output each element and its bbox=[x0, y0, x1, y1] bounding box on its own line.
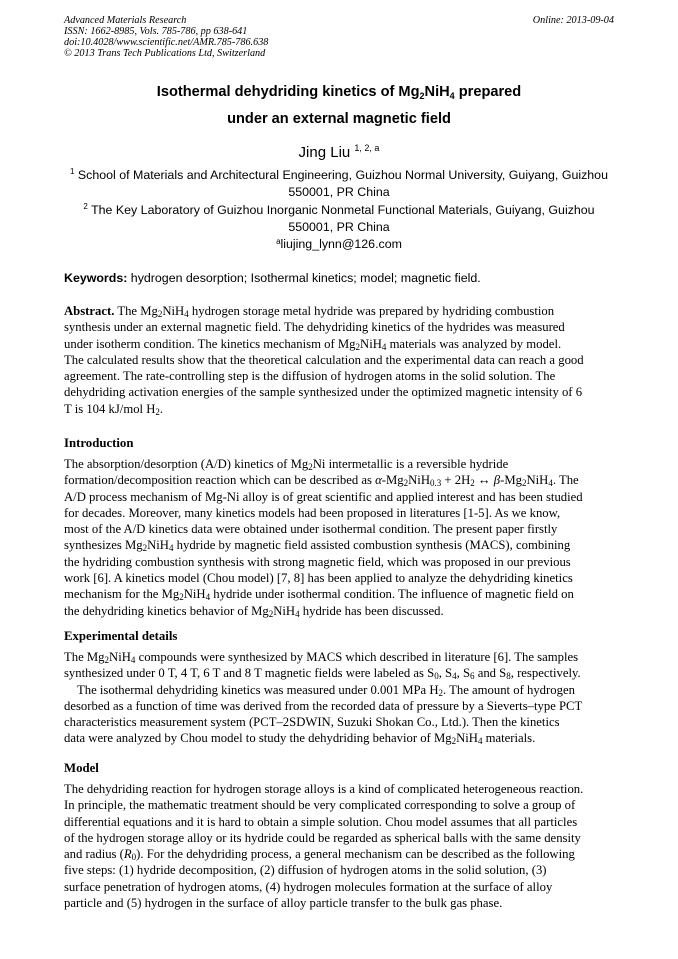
text: The Mg bbox=[64, 650, 105, 664]
subscript: 2 bbox=[179, 592, 184, 603]
subscript: 8 bbox=[506, 671, 511, 682]
paper-title bbox=[64, 81, 614, 131]
subscript: 4 bbox=[381, 341, 387, 352]
email-address: liujing_lynn@126.com bbox=[280, 237, 402, 251]
experimental-body bbox=[64, 649, 614, 747]
introduction-body bbox=[64, 456, 614, 619]
text: five steps: (1) hydride decomposition, (2) diffusion of hydrogen atoms in the solid solution, (3) bbox=[64, 863, 547, 878]
text: . The bbox=[552, 473, 579, 488]
text: synthesized under 0 T, 4 T, 6 T and 8 T magnetic fields were labeled as S bbox=[64, 666, 435, 681]
text: work [6]. A kinetics model (Chou model) [7, 8] has been applied to analyze the dehydriding kinetics bbox=[64, 571, 573, 586]
model-heading: Model bbox=[64, 761, 99, 775]
text: hydride under isothermal condition. The influence of magnetic field on bbox=[210, 587, 574, 602]
author-line bbox=[64, 138, 614, 163]
text: NiH bbox=[456, 731, 478, 746]
text: The absorption/desorption (A/D) kinetics of Mg bbox=[64, 457, 309, 471]
text: mechanism for the Mg bbox=[64, 587, 180, 602]
subscript: 0.3 bbox=[429, 478, 442, 489]
text: agreement. The rate-controlling step is the diffusion of hydrogen atoms in the solid solution. The bbox=[64, 369, 556, 384]
text: NiH bbox=[162, 304, 185, 318]
text: compounds were synthesized by MACS which described in literature [6]. The samples bbox=[135, 650, 579, 664]
journal-name: Advanced Materials Research bbox=[64, 15, 187, 26]
text: materials was analyzed by model. bbox=[386, 336, 562, 351]
text: differential equations and it is hard to obtain a simple solution. Chou model assumes that all particles bbox=[64, 814, 578, 829]
subscript: 2 bbox=[451, 736, 457, 747]
text: data were analyzed by Chou model to study the dehydriding behavior of Mg bbox=[64, 731, 452, 746]
issn-line: ISSN: 1662-8985, Vols. 785-786, pp 638-641 bbox=[64, 26, 248, 37]
affil-text: School of Materials and Architectural Engineering, Guizhou Normal University, Guiyang, Guizhou bbox=[74, 168, 608, 182]
text: , S bbox=[456, 666, 471, 681]
author-name: Jing Liu bbox=[298, 144, 351, 161]
subscript: 2 bbox=[155, 406, 160, 417]
text: materials. bbox=[482, 731, 536, 746]
text: The Mg bbox=[114, 304, 158, 318]
keywords-text: hydrogen desorption; Isothermal kinetics; model; magnetic field. bbox=[127, 271, 481, 285]
subscript: 4 bbox=[295, 608, 300, 619]
subscript: 2 bbox=[157, 309, 163, 319]
affiliation-1 bbox=[64, 163, 614, 201]
text: for decades. Moreover, many kinetics models had been proposed in literatures [1-5]. As we know, bbox=[64, 505, 561, 520]
author-affil-marks: 1, 2, a bbox=[354, 143, 380, 153]
model-body bbox=[64, 781, 614, 911]
text: A/D process mechanism of Mg-Ni alloy is of great scientific and applied interest and has been studied bbox=[64, 489, 583, 504]
affil-mark: 1 bbox=[70, 167, 75, 176]
abstract-label: Abstract. bbox=[64, 304, 115, 318]
title-subscript: 4 bbox=[449, 91, 455, 101]
subscript: 4 bbox=[452, 671, 457, 682]
text: In principle, the mathematic treatment should be very complicated corresponding to solve a group of bbox=[64, 798, 576, 813]
text: NiH bbox=[273, 603, 296, 618]
subscript: 4 bbox=[477, 736, 483, 747]
email-mark: a bbox=[276, 237, 281, 246]
text: The dehydriding reaction for hydrogen storage alloys is a kind of complicated heterogeneous reaction. bbox=[64, 782, 584, 796]
text: particle and (5) hydrogen in the surface of alloy particle transfer to the bulk gas phase. bbox=[64, 896, 503, 911]
text: synthesis under an external magnetic field. The dehydriding kinetics of the hydrides was measured bbox=[64, 320, 565, 335]
copyright-line: © 2013 Trans Tech Publications Ltd, Switzerland bbox=[64, 48, 266, 59]
text: characteristics measurement system (PCT–2SDWIN, Suzuki Shokan Co., Ltd.). Then the kinetics bbox=[64, 715, 560, 730]
text: . bbox=[159, 401, 164, 416]
subscript: 4 bbox=[184, 309, 189, 319]
doi-line: doi:10.4028/www.scientific.net/AMR.785-786.638 bbox=[64, 37, 269, 48]
subscript: 2 bbox=[308, 462, 313, 472]
text: NiH bbox=[408, 473, 430, 488]
experimental-heading: Experimental details bbox=[64, 629, 178, 643]
affiliation-2 bbox=[64, 198, 614, 236]
text: , respectively. bbox=[510, 666, 581, 681]
subscript: 2 bbox=[521, 478, 527, 489]
text: -Mg bbox=[381, 473, 404, 488]
greek-symbol: β bbox=[493, 473, 501, 488]
text: and S bbox=[474, 666, 507, 681]
subscript: 2 bbox=[355, 341, 361, 352]
subscript: 2 bbox=[142, 543, 148, 554]
text: -Mg bbox=[500, 473, 522, 488]
text: ↔ bbox=[474, 473, 494, 488]
journal-header bbox=[64, 15, 614, 59]
subscript: 2 bbox=[104, 655, 110, 665]
title-line-1 bbox=[64, 81, 614, 108]
greek-symbol: α bbox=[375, 473, 382, 488]
text: formation/decomposition reaction which can be described as bbox=[64, 473, 376, 488]
subscript: 2 bbox=[403, 478, 409, 489]
text: hydride by magnetic field assisted combustion synthesis (MACS), combining bbox=[173, 538, 571, 553]
text: the hydriding combustion synthesis with strong magnetic field, which was proposed in our previous bbox=[64, 554, 571, 569]
affil-mark: 2 bbox=[83, 202, 88, 211]
subscript: 6 bbox=[470, 671, 475, 682]
text: dehydriding activation energies of the sample synthesized under the optimized magnetic intensity of 6 bbox=[64, 385, 583, 400]
abstract bbox=[64, 303, 614, 417]
text: The isothermal dehydriding kinetics was measured under 0.001 MPa H bbox=[77, 682, 439, 697]
title-text: prepared bbox=[454, 84, 522, 100]
text: surface penetration of hydrogen atoms, (4) hydrogen molecules formation at the surface of alloy bbox=[64, 879, 553, 894]
title-line-2: under an external magnetic field bbox=[227, 111, 451, 127]
subscript: 4 bbox=[130, 655, 136, 665]
text: synthesizes Mg bbox=[64, 538, 143, 553]
title-text: Isothermal dehydriding kinetics of Mg bbox=[156, 84, 420, 100]
text: Ni intermetallic is a reversible hydride bbox=[312, 457, 509, 471]
text: NiH bbox=[360, 336, 382, 351]
text: most of the A/D kinetics data were obtained under isothermal condition. The present paper firstly bbox=[64, 522, 558, 537]
text: desorbed as a function of time was derived from the recorded data of pressure by a Sieverts–type PCT bbox=[64, 698, 583, 713]
text: hydride has been discussed. bbox=[299, 603, 444, 618]
introduction-heading: Introduction bbox=[64, 436, 134, 450]
text: NiH bbox=[183, 587, 206, 602]
text: + 2H bbox=[441, 473, 471, 488]
affil-text: The Key Laboratory of Guizhou Inorganic Nonmetal Functional Materials, Guiyang, Guizhou bbox=[87, 203, 595, 217]
subscript: 4 bbox=[548, 478, 553, 489]
text: the dehydriding kinetics behavior of Mg bbox=[64, 603, 269, 618]
affil-text: 550001, PR China bbox=[288, 185, 390, 199]
text: . The amount of hydrogen bbox=[443, 682, 575, 697]
subscript: 2 bbox=[268, 608, 274, 619]
text: T is 104 kJ/mol H bbox=[64, 401, 156, 416]
title-text: NiH bbox=[424, 84, 450, 100]
subscript: 2 bbox=[438, 687, 444, 698]
text: NiH bbox=[109, 650, 131, 664]
online-date: Online: 2013-09-04 bbox=[532, 15, 614, 26]
subscript: 2 bbox=[470, 478, 475, 489]
title-subscript: 2 bbox=[419, 91, 425, 101]
keywords bbox=[64, 270, 614, 287]
text: and radius ( bbox=[64, 847, 124, 862]
text: under isotherm condition. The kinetics mechanism of Mg bbox=[64, 336, 356, 351]
keywords-label: Keywords: bbox=[64, 271, 128, 285]
text: The calculated results show that the theoretical calculation and the experimental data can reach a good bbox=[64, 352, 584, 367]
subscript: 0 bbox=[131, 852, 137, 863]
text: NiH bbox=[526, 473, 549, 488]
math-symbol: R bbox=[123, 847, 132, 862]
author-email bbox=[64, 233, 614, 253]
affil-text: 550001, PR China bbox=[288, 220, 390, 234]
text: ). For the dehydriding process, a general mechanism can be described as the following bbox=[136, 847, 575, 862]
text: hydrogen storage metal hydride was prepared by hydriding combustion bbox=[188, 304, 555, 318]
text: NiH bbox=[147, 538, 169, 553]
subscript: 4 bbox=[205, 592, 211, 603]
subscript: 0 bbox=[434, 671, 439, 682]
text: , S bbox=[438, 666, 453, 681]
subscript: 4 bbox=[168, 543, 174, 554]
text: of the hydrogen storage alloy or its hydride could be regarded as spherical balls with the same density bbox=[64, 830, 581, 845]
